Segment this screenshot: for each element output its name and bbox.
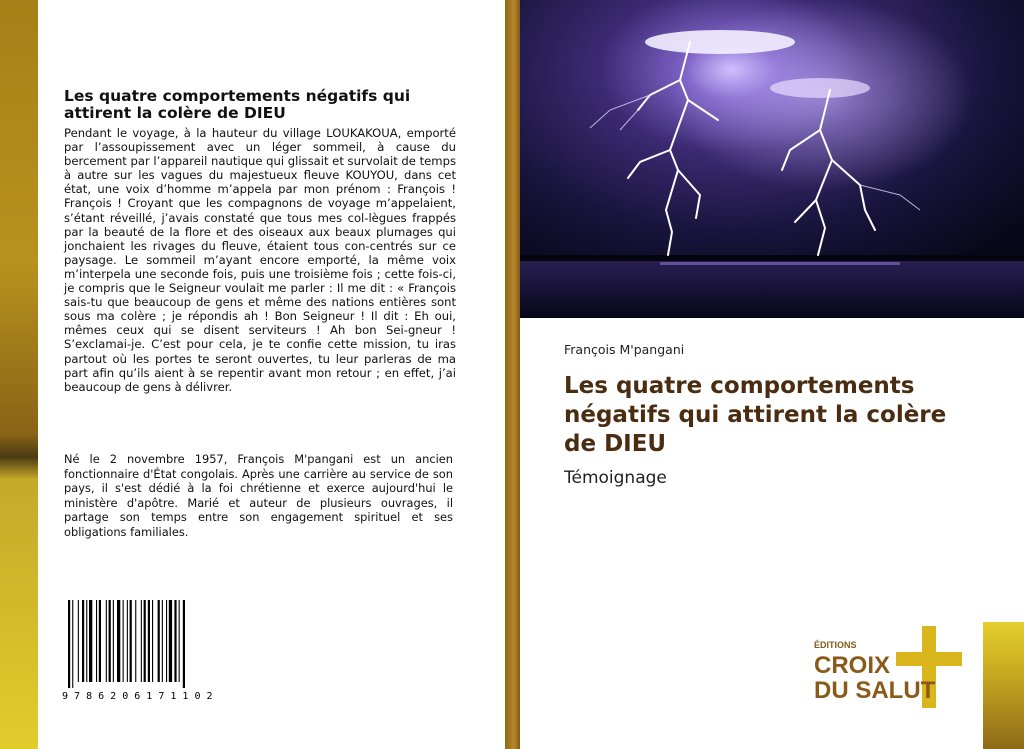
barcode-bar [183,600,185,688]
back-cover-title: Les quatre comportements négatifs qui attirent la colère de DIEU [64,87,411,122]
front-subtitle: Témoignage [564,468,667,488]
author-biography: Né le 2 novembre 1957, François M'pangani est un ancien fonctionnaire d'État congolais. Après une carrière au service de son pays, il s'est dédié à la foi chrétienne et exerce aujourd'hui le ministère d'apôtre. Marié et auteur de plusieurs ouvrages, il partage son temps entre son engagement spirituel et ses obligations familiales. [64,452,453,539]
barcode-bar [130,600,132,682]
book-spine [505,0,520,749]
barcode-bar [141,600,142,682]
barcode-bar [89,600,92,682]
barcode-bar [127,600,128,682]
publisher-line3: DU SALUT [814,677,936,704]
front-title: Les quatre comportements négatifs qui attirent la colère de DIEU [564,373,947,457]
barcode-bar [106,600,107,682]
barcode-bar [99,600,101,682]
barcode-bar [78,600,79,682]
barcode-bar [174,600,176,682]
barcode-bar [123,600,124,682]
barcode-bar [113,600,114,682]
barcode-bar [169,600,172,682]
barcode-bar [96,600,97,682]
barcode-bar [158,600,160,682]
barcode-bar [82,600,84,682]
isbn-number: 9 7 8 6 2 0 6 1 7 1 1 0 2 [62,691,213,702]
barcode-bar [152,600,153,682]
barcode-bar [144,600,146,682]
lightning-over-water-image [520,0,1024,318]
barcode-bar [117,600,120,682]
publisher-logo [812,626,968,708]
barcode-bar [148,600,150,682]
isbn-barcode [60,598,232,702]
barcode-bar [162,600,163,682]
barcode-bar [68,600,70,688]
barcode-bar [72,600,73,688]
publisher-line2: CROIX [814,652,891,679]
publisher-line1: ÉDITIONS [814,640,857,650]
barcode-bar [135,600,136,682]
front-author: François M'pangani [564,342,685,357]
front-cover-gold-strip [983,622,1024,749]
back-cover-text: Pendant le voyage, à la hauteur du village LOUKAKOUA, emporté par l’assoupissement avec un léger sommeil, à cause du bercement par l’appareil nautique qui glissait et survolait de temps à autre sur les vagues du majestueux fleuve KOUYOU, dans cet état, une voix d’homme m’appela par mon prénom : François ! François ! Croyant que les compagnons de voyage m’appelaient, s’étant réveillé, j’avais constaté que tous mes col-lègues frappés par la beauté de la flore et des oiseaux aux beaux plumages qui jonchaient les rivages du fleuve, étaient tous con-centrés sur ce paysage. Le sommeil m’ayant encore emporté, la même voix m’interpela une seconde fois, puis une troisième fois ; cette fois-ci, je compris que le Seigneur voulait me parler : Il me dit : « François sais-tu que beaucoup de gens et même des nations entières sont sous ma colère ; je répondis ah ! Bon Seigneur ! Il dit : Eh oui, mêmes ceux qui se disent serviteurs ! Ah bon Sei-gneur ! S’exclamai-je. C’est pour cela, je te confie cette mission, tu iras partout où les portes te seront ouvertes, tu leur parleras de ma part afin qu’ils aient à se repentir avant mon retour ; en effet, j’ai beaucoup de gens à délivrer. [64,126,456,394]
back-cover-gold-strip [0,0,38,749]
barcode-bar [86,600,87,682]
barcode-bar [166,600,167,682]
barcode-bar [109,600,111,682]
barcode-bar [179,600,180,682]
